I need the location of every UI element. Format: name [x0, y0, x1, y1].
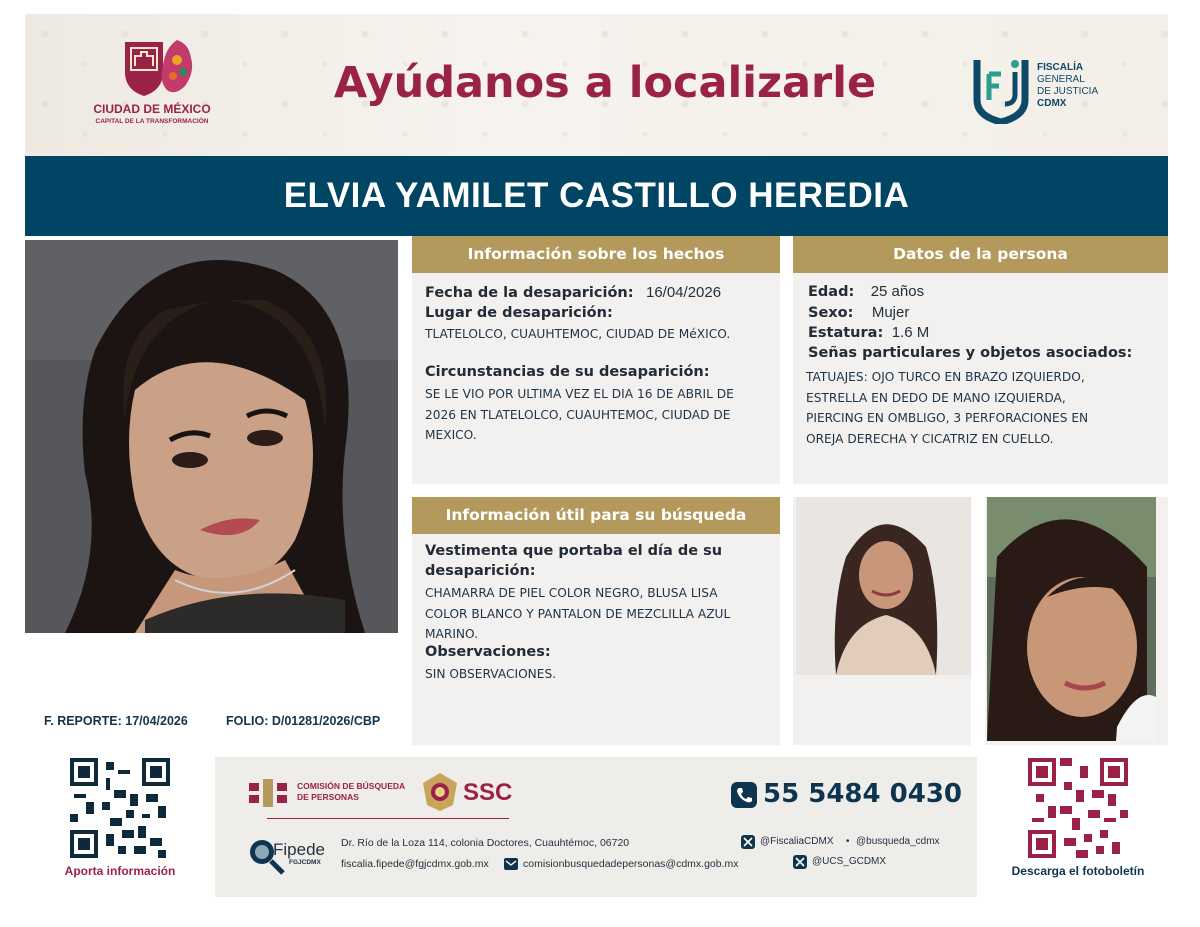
search-obs-value: SIN OBSERVACIONES. [425, 667, 557, 681]
social-ucs[interactable]: @UCS_GCDMX [812, 856, 887, 867]
social-busqueda[interactable]: @busqueda_cdmx [856, 836, 940, 847]
person-sex-value: Mujer [871, 304, 910, 321]
qr-code-info-icon[interactable] [70, 758, 170, 858]
facts-date-value: 16/04/2026 [645, 284, 722, 301]
x-social-icon [793, 855, 807, 869]
fgj-line-4: CDMX [1037, 98, 1067, 109]
x-social-icon [741, 835, 755, 849]
person-marks-line: ESTRELLA EN DEDO DE MANO IZQUIERDA, [806, 390, 1066, 405]
photo-2 [796, 497, 971, 675]
email-fipede[interactable]: fiscalia.fipede@fgjcdmx.gob.mx [341, 858, 489, 870]
mail-icon [504, 858, 518, 870]
facts-panel-title: Información sobre los hechos [412, 236, 780, 273]
photo-3-illustration [987, 497, 1156, 741]
cdmx-shield-icon [107, 36, 207, 98]
search-clothes-label: Vestimenta que portaba el día de su [425, 543, 723, 559]
person-height-label: Estatura: [808, 325, 884, 341]
person-panel-title: Datos de la persona [793, 236, 1168, 273]
person-marks-text [806, 367, 1088, 449]
social-separator: • [846, 836, 850, 847]
fgj-logo [971, 52, 1121, 124]
portrait-illustration [25, 240, 398, 633]
fgj-text [1037, 62, 1098, 110]
ssc-badge-icon [423, 773, 457, 811]
phone-icon [731, 782, 757, 808]
person-age-label: Edad: [808, 284, 855, 300]
photo-3-frame [985, 497, 1168, 745]
person-height-value: 1.6 M [891, 324, 930, 341]
fgj-line-1: FISCALÍA [1037, 62, 1084, 73]
comision-line: COMISIÓN DE BÚSQUEDA [297, 781, 406, 791]
facts-circ-line: SE LE VIO POR ULTIMA VEZ EL DIA 16 DE ABRIL DE [425, 387, 734, 401]
email-comision[interactable]: comisionbusquedadepersonas@cdmx.gob.mx [523, 858, 739, 870]
person-sex-row [808, 304, 909, 322]
person-age-row [808, 283, 924, 301]
search-clothes-label-2: desaparición: [425, 563, 536, 579]
search-clothes-line: CHAMARRA DE PIEL COLOR NEGRO, BLUSA LISA [425, 586, 718, 600]
facts-date-row [425, 284, 721, 302]
address: Dr. Río de la Loza 114, colonia Doctores, Cuauhtémoc, 06720 [341, 837, 630, 849]
facts-date-label: Fecha de la desaparición: [425, 285, 634, 301]
person-panel [793, 236, 1168, 484]
phone-number[interactable]: 55 5484 0430 [763, 779, 963, 809]
photo-2-illustration [796, 497, 971, 675]
fgj-line-3: DE JUSTICIA [1037, 86, 1099, 97]
fipede-name: Fipede [273, 840, 325, 859]
search-clothes-text [425, 583, 730, 645]
person-name: ELVIA YAMILET CASTILLO HEREDIA [25, 156, 1168, 236]
fipede-sub: FGJCDMX [289, 859, 321, 866]
facts-circ-text [425, 384, 734, 446]
headline: Ayúdanos a localizarle [333, 58, 877, 108]
person-sex-label: Sexo: [808, 305, 854, 321]
cdmx-tagline: CAPITAL DE LA TRANSFORMACIÓN [95, 118, 209, 125]
qr-code-download-icon[interactable] [1028, 758, 1128, 858]
report-date: F. REPORTE: 17/04/2026 [44, 714, 188, 728]
facts-place-value: TLATELOLCO, CUAUHTEMOC, CIUDAD DE MéXICO. [425, 327, 731, 341]
facts-place-label: Lugar de desaparición: [425, 305, 613, 321]
comision-logo-icon [249, 779, 287, 807]
search-panel-title: Información útil para su búsqueda [412, 497, 780, 534]
footer-box [215, 757, 977, 897]
cdmx-name: CIUDAD DE MÉXICO [93, 102, 211, 116]
facts-circ-line: MEXICO. [425, 428, 477, 442]
photo-3 [987, 497, 1156, 741]
search-clothes-line: COLOR BLANCO Y PANTALON DE MEZCLILLA AZUL [425, 606, 731, 621]
person-marks-label: Señas particulares y objetos asociados: [808, 345, 1133, 361]
qr-download-label: Descarga el fotoboletín [1011, 864, 1145, 878]
person-height-row [808, 324, 929, 342]
person-marks-line: PIERCING EN OMBLIGO, 3 PERFORACIONES EN [806, 411, 1089, 425]
fgj-line-2: GENERAL [1037, 74, 1085, 85]
cdmx-logo [87, 36, 217, 136]
qr-info-label: Aporta información [64, 864, 176, 878]
social-fiscalia[interactable]: @FiscaliaCDMX [760, 836, 834, 847]
search-panel [412, 497, 780, 745]
comision-name [297, 781, 405, 803]
header [25, 14, 1168, 156]
report-folio: FOLIO: D/01281/2026/CBP [226, 714, 381, 728]
search-obs-label: Observaciones: [425, 644, 551, 660]
fgj-mark-icon [971, 52, 1031, 124]
main-photo [25, 240, 398, 633]
person-marks-line: TATUAJES: OJO TURCO EN BRAZO IZQUIERDO, [806, 370, 1085, 384]
search-clothes-line: MARINO. [425, 627, 479, 641]
facts-circ-label: Circunstancias de su desaparición: [425, 364, 710, 380]
facts-panel [412, 236, 780, 484]
person-age-value: 25 años [870, 283, 925, 300]
ssc-name: SSC [463, 779, 513, 806]
facts-circ-line: 2026 EN TLATELOLCO, CUAUHTEMOC, CIUDAD DE [425, 407, 731, 422]
footer-divider [267, 818, 509, 819]
person-marks-line: OREJA DERECHA Y CICATRIZ EN CUELLO. [806, 431, 1054, 446]
comision-line: DE PERSONAS [297, 792, 359, 802]
photo-2-frame [793, 497, 971, 745]
